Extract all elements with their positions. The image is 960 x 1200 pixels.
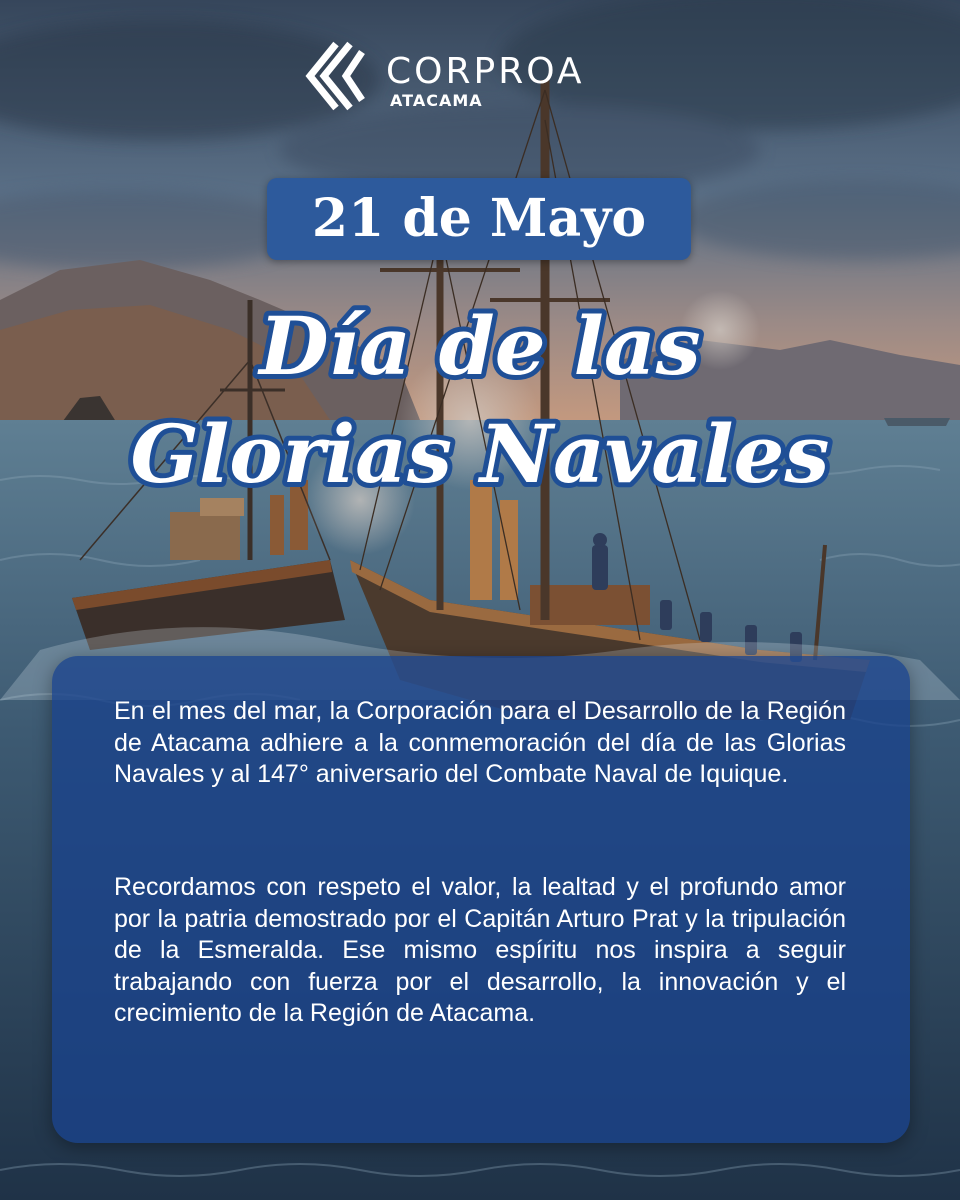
date-banner bbox=[267, 178, 691, 260]
date-label: 21 de Mayo bbox=[311, 188, 647, 249]
message-panel bbox=[52, 656, 910, 1143]
brand-name: CORPROA bbox=[386, 51, 585, 92]
headline-line-1: Día de las bbox=[259, 299, 701, 393]
headline bbox=[100, 282, 860, 512]
message-paragraph-1: En el mes del mar, la Corporación para el Desarrollo de la Región de Atacama adhiere a la conmemoración del día de las Glorias Navales y al 147° aniversario del Combate Naval de Iquique. bbox=[114, 697, 846, 788]
headline-line-2: Glorias Navales bbox=[130, 407, 830, 501]
brand-subtitle: ATACAMA bbox=[390, 91, 483, 110]
corproa-c-logo-icon bbox=[300, 38, 376, 114]
message-paragraph-2: Recordamos con respeto el valor, la lealtad y el profundo amor por la patria demostrado por el Capitán Arturo Prat y la tripulación de la Esmeralda. Ese mismo espíritu nos inspira a seguir trabajando con fuerza por el desarrollo, la innovación y el crecimiento de la Región de Atacama. bbox=[114, 873, 846, 1027]
corproa-logo bbox=[300, 38, 670, 114]
